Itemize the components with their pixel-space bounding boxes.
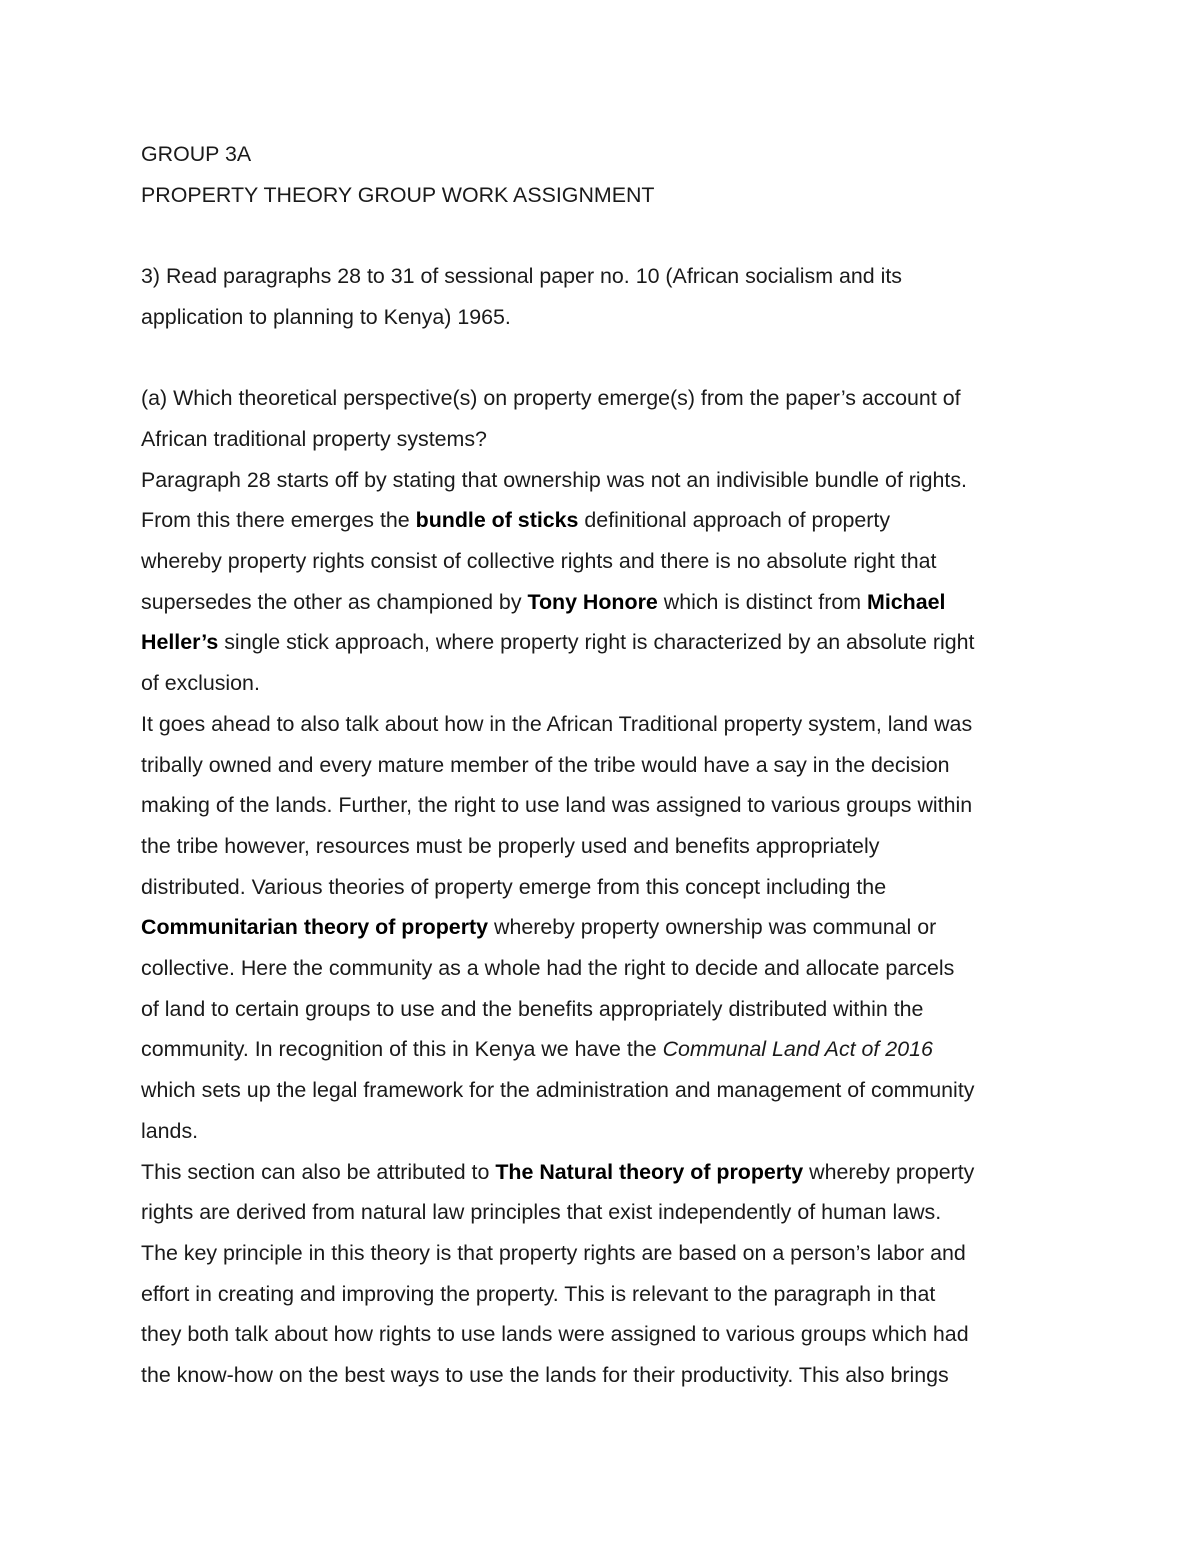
answer-line bbox=[141, 1152, 1071, 1193]
bold-term: Heller’s bbox=[141, 630, 219, 655]
answer-line: the tribe however, resources must be properly used and benefits appropriately bbox=[141, 833, 880, 858]
answer-line bbox=[141, 907, 1071, 948]
bold-term: bundle of sticks bbox=[415, 508, 579, 533]
answer-line: the know-how on the best ways to use the lands for their productivity. This also brings bbox=[141, 1363, 949, 1388]
bold-term: Communitarian theory of property bbox=[141, 915, 489, 940]
answer-line: Paragraph 28 starts off by stating that ownership was not an indivisible bundle of rights. bbox=[141, 467, 968, 492]
answer-line: whereby property rights consist of collective rights and there is no absolute right that bbox=[141, 549, 937, 573]
answer-line bbox=[141, 622, 1071, 663]
text-run: which is distinct from bbox=[657, 589, 868, 614]
text-run: From this there emerges the bbox=[141, 508, 416, 533]
text-run: This section can also be attributed to bbox=[141, 1159, 496, 1184]
answer-line: which sets up the legal framework for the administration and management of community bbox=[141, 1078, 975, 1103]
spacer bbox=[141, 215, 1071, 256]
question-paragraph bbox=[141, 256, 1071, 337]
answer-line bbox=[141, 1029, 1071, 1070]
answer-line bbox=[141, 500, 1071, 541]
text-run: supersedes the other as championed by bbox=[141, 589, 528, 614]
answer-paragraph-bundle-of-sticks bbox=[141, 460, 1071, 704]
answer-line: of exclusion. bbox=[141, 671, 260, 696]
answer-line: rights are derived from natural law principles that exist independently of human laws. bbox=[141, 1200, 942, 1225]
text-run: whereby property ownership was communal or bbox=[488, 915, 937, 940]
sub-question-line: (a) Which theoretical perspective(s) on property emerge(s) from the paper’s account of bbox=[141, 386, 961, 411]
answer-line: lands. bbox=[141, 1118, 199, 1143]
answer-line: of land to certain groups to use and the benefits appropriately distributed within the bbox=[141, 996, 924, 1021]
bold-term: Tony Honore bbox=[527, 589, 658, 614]
bold-term: The Natural theory of property bbox=[495, 1159, 804, 1184]
answer-line: collective. Here the community as a whole had the right to decide and allocate parcels bbox=[141, 956, 955, 981]
sub-question-paragraph bbox=[141, 378, 1071, 459]
answer-paragraph-natural-theory bbox=[141, 1152, 1071, 1396]
question-line: application to planning to Kenya) 1965. bbox=[141, 304, 511, 329]
document-title: PROPERTY THEORY GROUP WORK ASSIGNMENT bbox=[141, 182, 655, 207]
text-run: definitional approach of property bbox=[578, 508, 891, 533]
answer-line: effort in creating and improving the property. This is relevant to the paragraph in that bbox=[141, 1281, 936, 1306]
spacer bbox=[141, 338, 1071, 379]
italic-term: Communal Land Act of 2016 bbox=[662, 1037, 933, 1062]
answer-line: distributed. Various theories of property emerge from this concept including the bbox=[141, 874, 887, 899]
document-page bbox=[141, 134, 1071, 1396]
group-label: GROUP 3A bbox=[141, 142, 252, 166]
answer-paragraph-communitarian bbox=[141, 704, 1071, 1152]
question-line: 3) Read paragraphs 28 to 31 of sessional paper no. 10 (African socialism and its bbox=[141, 264, 902, 289]
text-run: single stick approach, where property right is characterized by an absolute right bbox=[218, 630, 975, 655]
answer-line: they both talk about how rights to use lands were assigned to various groups which had bbox=[141, 1322, 969, 1347]
text-run: whereby property bbox=[803, 1159, 975, 1184]
answer-line: The key principle in this theory is that property rights are based on a person’s labor and bbox=[141, 1240, 966, 1265]
answer-line: tribally owned and every mature member of the tribe would have a say in the decision bbox=[141, 752, 950, 777]
text-run: community. In recognition of this in Kenya we have the bbox=[141, 1037, 663, 1062]
sub-question-line: African traditional property systems? bbox=[141, 426, 487, 451]
answer-line: It goes ahead to also talk about how in the African Traditional property system, land was bbox=[141, 711, 973, 736]
answer-line: making of the lands. Further, the right to use land was assigned to various groups within bbox=[141, 793, 973, 818]
bold-term: Michael bbox=[867, 589, 946, 614]
answer-line bbox=[141, 582, 1071, 623]
